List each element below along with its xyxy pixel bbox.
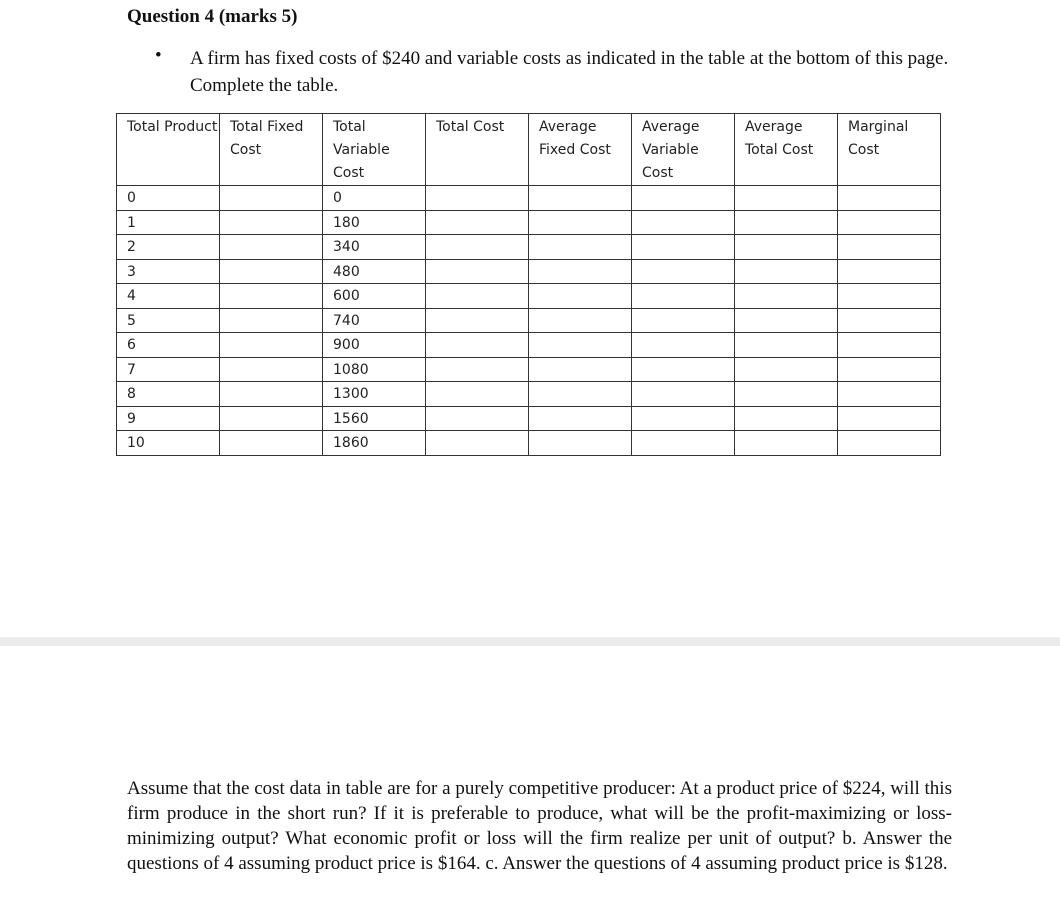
empty-answer-cell[interactable] <box>426 235 529 260</box>
table-row <box>117 259 941 284</box>
total-product-cell: 0 <box>117 186 220 211</box>
table-row <box>117 382 941 407</box>
empty-answer-cell[interactable] <box>220 382 323 407</box>
total-variable-cost-cell: 740 <box>323 308 426 333</box>
empty-answer-cell[interactable] <box>735 284 838 309</box>
empty-answer-cell[interactable] <box>529 235 632 260</box>
empty-answer-cell[interactable] <box>735 431 838 456</box>
empty-answer-cell[interactable] <box>426 259 529 284</box>
total-variable-cost-cell: 1080 <box>323 357 426 382</box>
empty-answer-cell[interactable] <box>632 284 735 309</box>
empty-answer-cell[interactable] <box>838 186 941 211</box>
empty-answer-cell[interactable] <box>220 210 323 235</box>
total-variable-cost-cell: 480 <box>323 259 426 284</box>
empty-answer-cell[interactable] <box>632 210 735 235</box>
empty-answer-cell[interactable] <box>838 259 941 284</box>
total-product-cell: 8 <box>117 382 220 407</box>
empty-answer-cell[interactable] <box>735 235 838 260</box>
empty-answer-cell[interactable] <box>220 186 323 211</box>
question-paragraph: Assume that the cost data in table are for a purely competitive producer: At a product price of $224, will this firm produce in the short run? If it is preferable to produce, what will be the profit-maximizing or loss-minimizing output? What economic profit or loss will the firm realize per unit of output? b. Answer the questions of 4 assuming product price is $164. c. Answer the questions of 4 assuming product price is $128. <box>127 778 952 874</box>
empty-answer-cell[interactable] <box>220 333 323 358</box>
empty-answer-cell[interactable] <box>220 308 323 333</box>
column-header: Marginal Cost <box>838 114 941 186</box>
cost-table <box>116 113 941 456</box>
empty-answer-cell[interactable] <box>426 431 529 456</box>
column-header: Average Total Cost <box>735 114 838 186</box>
empty-answer-cell[interactable] <box>735 406 838 431</box>
total-product-cell: 1 <box>117 210 220 235</box>
empty-answer-cell[interactable] <box>529 308 632 333</box>
total-variable-cost-cell: 900 <box>323 333 426 358</box>
empty-answer-cell[interactable] <box>426 308 529 333</box>
empty-answer-cell[interactable] <box>735 259 838 284</box>
column-header: Total Product <box>117 114 220 186</box>
empty-answer-cell[interactable] <box>529 406 632 431</box>
empty-answer-cell[interactable] <box>735 357 838 382</box>
total-variable-cost-cell: 1300 <box>323 382 426 407</box>
empty-answer-cell[interactable] <box>529 210 632 235</box>
total-variable-cost-cell: 1860 <box>323 431 426 456</box>
column-header: Total Cost <box>426 114 529 186</box>
empty-answer-cell[interactable] <box>632 382 735 407</box>
empty-answer-cell[interactable] <box>838 210 941 235</box>
column-header: Average Variable Cost <box>632 114 735 186</box>
total-product-cell: 3 <box>117 259 220 284</box>
table-row <box>117 284 941 309</box>
total-product-cell: 4 <box>117 284 220 309</box>
empty-answer-cell[interactable] <box>220 406 323 431</box>
empty-answer-cell[interactable] <box>426 284 529 309</box>
empty-answer-cell[interactable] <box>632 259 735 284</box>
table-row <box>117 308 941 333</box>
empty-answer-cell[interactable] <box>529 186 632 211</box>
total-product-cell: 6 <box>117 333 220 358</box>
empty-answer-cell[interactable] <box>838 333 941 358</box>
total-product-cell: 7 <box>117 357 220 382</box>
total-product-cell: 9 <box>117 406 220 431</box>
table-row <box>117 333 941 358</box>
column-header: Total Variable Cost <box>323 114 426 186</box>
bullet-icon: • <box>155 45 162 66</box>
total-variable-cost-cell: 180 <box>323 210 426 235</box>
empty-answer-cell[interactable] <box>632 333 735 358</box>
empty-answer-cell[interactable] <box>838 382 941 407</box>
empty-answer-cell[interactable] <box>838 431 941 456</box>
question-title: Question 4 (marks 5) <box>127 6 298 27</box>
empty-answer-cell[interactable] <box>632 357 735 382</box>
empty-answer-cell[interactable] <box>838 235 941 260</box>
empty-answer-cell[interactable] <box>632 406 735 431</box>
empty-answer-cell[interactable] <box>529 333 632 358</box>
empty-answer-cell[interactable] <box>838 406 941 431</box>
table-row <box>117 186 941 211</box>
page-divider <box>0 637 1060 646</box>
empty-answer-cell[interactable] <box>838 357 941 382</box>
total-variable-cost-cell: 600 <box>323 284 426 309</box>
table-row <box>117 406 941 431</box>
empty-answer-cell[interactable] <box>735 382 838 407</box>
total-product-cell: 10 <box>117 431 220 456</box>
empty-answer-cell[interactable] <box>426 406 529 431</box>
empty-answer-cell[interactable] <box>838 284 941 309</box>
empty-answer-cell[interactable] <box>735 186 838 211</box>
empty-answer-cell[interactable] <box>220 284 323 309</box>
empty-answer-cell[interactable] <box>426 382 529 407</box>
empty-answer-cell[interactable] <box>220 431 323 456</box>
question-intro: A firm has fixed costs of $240 and variable costs as indicated in the table at the bottom of this page. Complete the table. <box>190 48 949 96</box>
table-row <box>117 235 941 260</box>
empty-answer-cell[interactable] <box>735 308 838 333</box>
table-header-row <box>117 114 941 186</box>
empty-answer-cell[interactable] <box>632 235 735 260</box>
empty-answer-cell[interactable] <box>632 186 735 211</box>
empty-answer-cell[interactable] <box>735 333 838 358</box>
column-header: Average Fixed Cost <box>529 114 632 186</box>
empty-answer-cell[interactable] <box>529 431 632 456</box>
column-header: Total Fixed Cost <box>220 114 323 186</box>
empty-answer-cell[interactable] <box>426 333 529 358</box>
total-product-cell: 2 <box>117 235 220 260</box>
total-variable-cost-cell: 340 <box>323 235 426 260</box>
empty-answer-cell[interactable] <box>632 308 735 333</box>
table-row <box>117 210 941 235</box>
empty-answer-cell[interactable] <box>426 186 529 211</box>
empty-answer-cell[interactable] <box>426 210 529 235</box>
empty-answer-cell[interactable] <box>529 259 632 284</box>
empty-answer-cell[interactable] <box>838 308 941 333</box>
table-row <box>117 357 941 382</box>
total-variable-cost-cell: 1560 <box>323 406 426 431</box>
empty-answer-cell[interactable] <box>220 259 323 284</box>
empty-answer-cell[interactable] <box>529 284 632 309</box>
empty-answer-cell[interactable] <box>220 357 323 382</box>
empty-answer-cell[interactable] <box>529 382 632 407</box>
empty-answer-cell[interactable] <box>426 357 529 382</box>
table-row <box>117 431 941 456</box>
empty-answer-cell[interactable] <box>220 235 323 260</box>
empty-answer-cell[interactable] <box>735 210 838 235</box>
total-variable-cost-cell: 0 <box>323 186 426 211</box>
total-product-cell: 5 <box>117 308 220 333</box>
empty-answer-cell[interactable] <box>632 431 735 456</box>
empty-answer-cell[interactable] <box>529 357 632 382</box>
